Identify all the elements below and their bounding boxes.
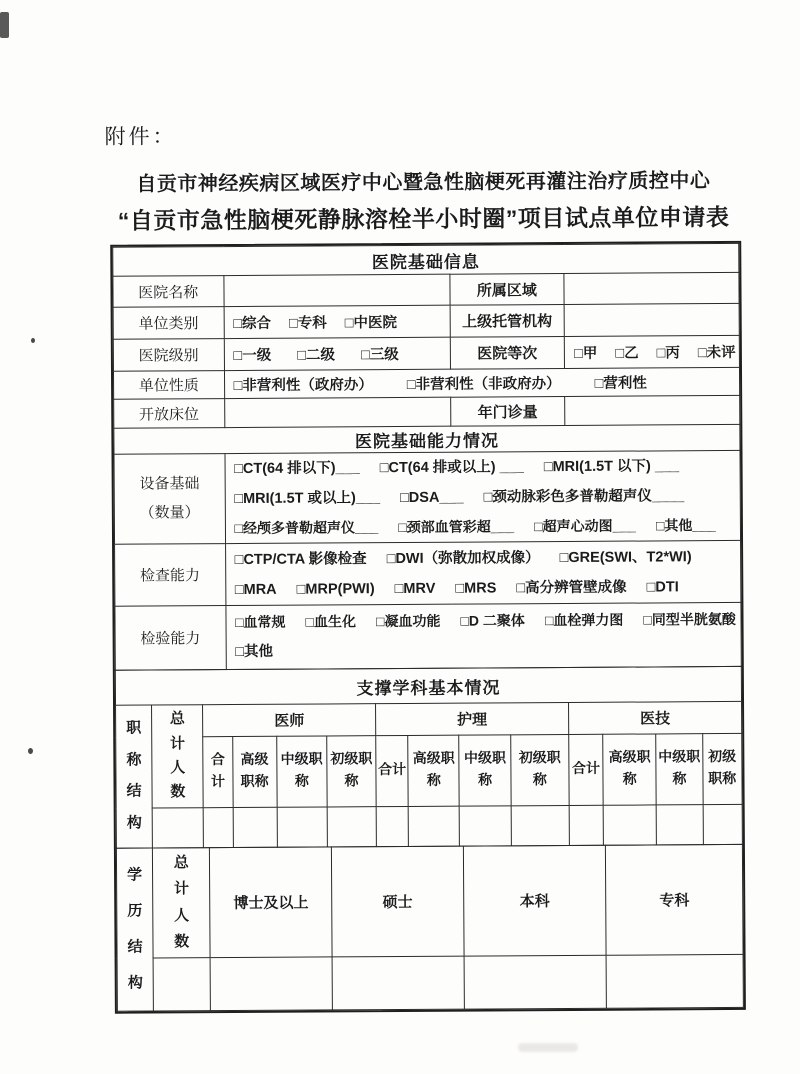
section-header-capability: 医院基础能力情况	[114, 424, 740, 454]
empty-data-cell	[656, 805, 702, 845]
scan-smudge	[518, 1043, 578, 1052]
section-header-disciplines: 支撑学科基本情况	[115, 666, 741, 705]
subheader-senior: 高级职称	[232, 736, 277, 807]
checkbox-option: □CT(64 排以下)___	[234, 460, 360, 478]
equipment-options	[225, 450, 741, 543]
checkbox-option: □DSA___	[399, 489, 464, 506]
checkbox-option: □GRE(SWI、T2*WI)	[559, 548, 692, 566]
open-beds-value-cell	[224, 397, 450, 427]
section-header-basic-info: 医院基础信息	[113, 243, 739, 276]
checkbox-option: □CT(64 排或以上) ___	[379, 459, 524, 477]
exam-capability-label: 检查能力	[115, 544, 226, 607]
education-structure-row-label: 学历结构	[116, 848, 153, 1011]
education-col-associate: 专科	[606, 844, 743, 955]
empty-data-cell	[233, 807, 277, 847]
region-label: 所属区域	[449, 273, 564, 305]
empty-data-cell	[511, 805, 569, 845]
subheader-total: 合计	[203, 737, 233, 808]
open-beds-label: 开放床位	[114, 399, 225, 429]
checkbox-option: □CTP/CTA 影像检查	[234, 550, 367, 568]
subheader-junior: 初级职称	[702, 733, 742, 804]
empty-data-cell	[703, 804, 743, 844]
empty-data-cell	[408, 806, 459, 846]
hospital-name-label: 医院名称	[113, 276, 224, 308]
equipment-label-line2: （数量）	[139, 504, 200, 522]
checkbox-option: □非营利性（政府办）	[233, 377, 373, 395]
custodian-label: 上级托管机构	[450, 304, 565, 337]
education-structure-table	[116, 844, 744, 1012]
subheader-senior: 高级职称	[603, 734, 657, 805]
subheader-total: 合计	[569, 734, 604, 805]
hospital-name-value-cell	[223, 274, 449, 306]
education-col-master: 硕士	[331, 846, 463, 957]
checkbox-option: □DWI（弥散加权成像）	[386, 549, 540, 567]
checkbox-option: □颈动脉彩色多普勒超声仪____	[483, 488, 685, 506]
checkbox-option: □非营利性（非政府办）	[406, 376, 561, 393]
scan-speck	[31, 338, 35, 343]
unit-type-options	[224, 305, 450, 338]
empty-data-cell	[277, 807, 327, 847]
checkbox-option: □血生化	[305, 613, 357, 630]
checkbox-option: □综合	[233, 315, 272, 333]
checkbox-option: □MRI(1.5T 或以上)___	[234, 490, 381, 508]
checkbox-option: □甲	[573, 345, 598, 362]
checkbox-option: □DTI	[646, 578, 679, 595]
title-structure-row-label: 职称结构	[116, 705, 153, 848]
checkbox-option: □MRS	[455, 579, 497, 597]
empty-data-cell	[332, 956, 464, 1010]
region-value-cell	[564, 272, 739, 304]
empty-data-cell	[152, 808, 203, 848]
group-header-doctors: 医师	[203, 704, 376, 737]
subheader-junior: 初级职称	[510, 734, 569, 805]
checkbox-option: □丙	[656, 345, 680, 362]
checkbox-option: □二级	[297, 347, 335, 364]
empty-data-cell	[376, 806, 408, 846]
checkbox-option: □未评	[697, 344, 736, 362]
checkbox-option: □D 二聚体	[460, 612, 525, 629]
education-total-label: 总计人数	[153, 848, 211, 958]
checkbox-option: □MRP(PWI)	[296, 580, 375, 598]
checkbox-option: □MRV	[394, 580, 436, 597]
subheader-senior: 高级职称	[408, 735, 460, 806]
group-header-nursing: 护理	[376, 702, 569, 735]
unit-nature-label: 单位性质	[113, 371, 224, 400]
scan-speck	[28, 748, 33, 754]
checkbox-option: □其他___	[655, 517, 716, 534]
empty-data-cell	[606, 954, 743, 1008]
checkbox-option: □超声心动图___	[534, 517, 636, 535]
document-title: “自贡市急性脑梗死静脉溶栓半小时圈”项目试点单位申请表	[117, 203, 730, 234]
subheader-mid: 中级职称	[656, 734, 703, 805]
hospital-grade-options	[564, 335, 739, 368]
checkbox-option: □营利性	[594, 375, 647, 392]
subheader-junior: 初级职称	[327, 736, 377, 807]
checkbox-option: □经颅多普勒超声仪___	[234, 519, 379, 537]
hospital-grade-label: 医院等次	[450, 336, 565, 369]
title-structure-table	[115, 666, 743, 849]
hospital-level-options	[224, 337, 450, 370]
empty-data-cell	[327, 807, 376, 847]
scan-artifact	[0, 12, 9, 38]
empty-data-cell	[603, 805, 656, 845]
lab-capability-options	[225, 602, 741, 669]
basic-info-table	[112, 243, 742, 671]
empty-data-cell	[211, 957, 333, 1011]
annual-outpatient-label: 年门诊量	[450, 396, 565, 426]
custodian-value-cell	[564, 303, 739, 336]
empty-data-cell	[460, 806, 511, 846]
education-col-bachelor: 本科	[463, 845, 606, 956]
checkbox-option: □MRA	[234, 581, 277, 598]
attachment-label: 附件：	[104, 124, 177, 149]
hospital-level-label: 医院级别	[113, 339, 224, 372]
checkbox-option: □乙	[615, 345, 639, 362]
checkbox-option: □血栓弹力图	[544, 611, 624, 629]
subheader-total: 合计	[376, 735, 409, 806]
checkbox-option: □血常规	[234, 613, 286, 631]
document-subtitle: 自贡市神经疾病区域医疗中心暨急性脑梗死再灌注治疗质控中心	[136, 170, 711, 196]
empty-data-cell	[464, 955, 607, 1009]
unit-type-label: 单位类别	[113, 307, 224, 340]
application-form-table	[110, 241, 746, 1014]
checkbox-option: □一级	[233, 347, 272, 365]
group-header-medtech: 医技	[568, 701, 741, 734]
checkbox-option: □凝血功能	[375, 612, 441, 630]
empty-data-cell	[569, 805, 603, 845]
empty-data-cell	[153, 958, 211, 1011]
empty-data-cell	[204, 808, 233, 848]
checkbox-option: □颈部血管彩超___	[398, 518, 515, 536]
checkbox-option: □高分辨管壁成像	[516, 579, 627, 596]
exam-capability-options	[225, 540, 741, 605]
annual-outpatient-value-cell	[565, 395, 740, 425]
subheader-mid: 中级职称	[459, 735, 511, 806]
title-structure-total-label: 总计人数	[152, 705, 204, 808]
checkbox-option: □中医院	[344, 315, 398, 332]
checkbox-option: □三级	[360, 347, 399, 364]
checkbox-option: □其他	[235, 643, 274, 661]
equipment-label	[114, 454, 225, 545]
checkbox-option: □专科	[288, 315, 327, 332]
checkbox-option: □MRI(1.5T 以下) ___	[543, 458, 680, 476]
education-col-doctorate: 博士及以上	[210, 847, 332, 958]
equipment-label-line1: 设备基础	[139, 476, 200, 493]
subheader-mid: 中级职称	[276, 736, 327, 807]
lab-capability-label: 检验能力	[115, 606, 226, 671]
checkbox-option: □同型半胱氨酸	[643, 610, 736, 628]
unit-nature-options	[224, 367, 740, 398]
